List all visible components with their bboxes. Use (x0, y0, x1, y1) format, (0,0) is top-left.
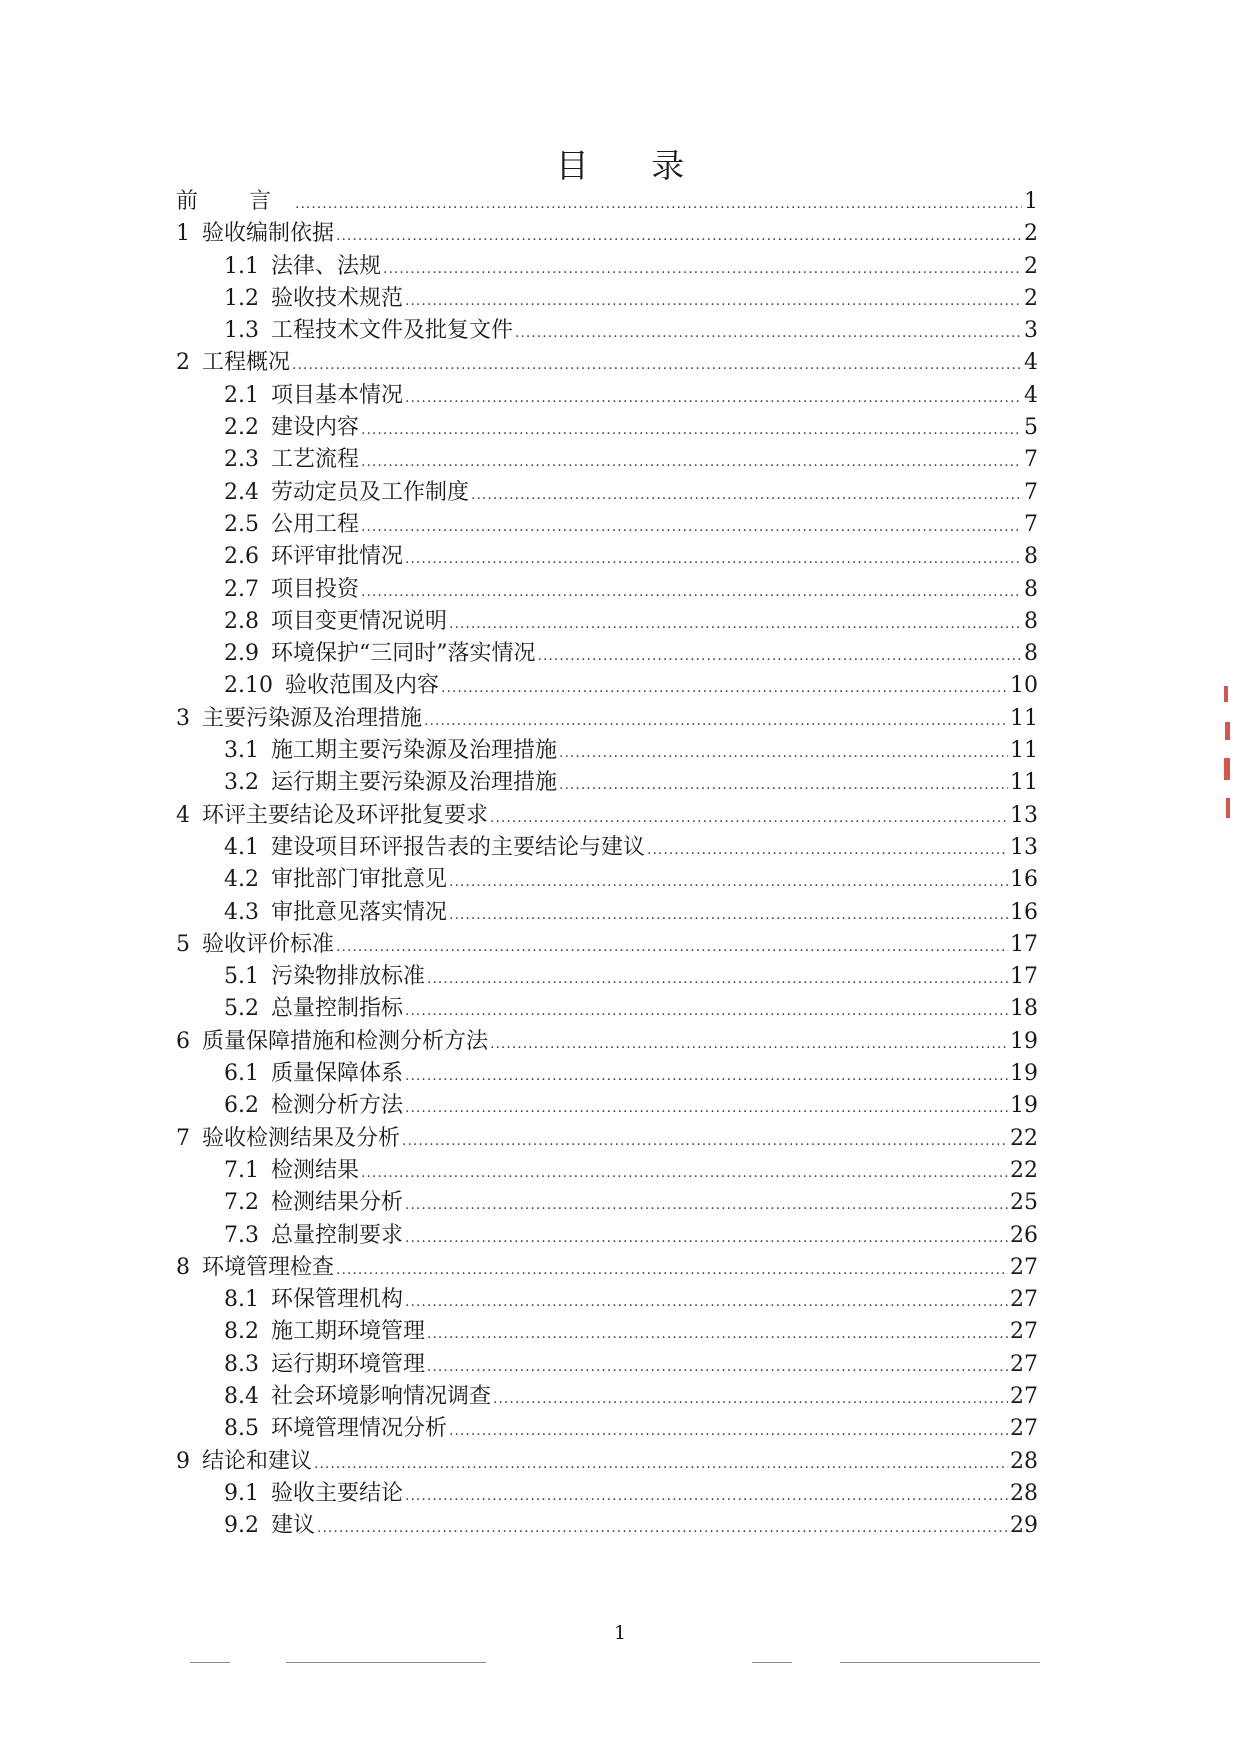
toc-entry-label: 建设项目环评报告表的主要结论与建议 (271, 834, 646, 860)
toc-entry-page: 26 (1010, 1222, 1038, 1248)
toc-entry-page: 27 (1010, 1383, 1038, 1409)
toc-entry-page: 16 (1010, 899, 1038, 925)
toc-leader-dots (427, 1351, 1008, 1383)
toc-entry[interactable] (176, 929, 1038, 961)
toc-entry-label: 结论和建议 (202, 1448, 313, 1474)
toc-entry-page: 28 (1010, 1448, 1038, 1474)
toc-entry-label: 施工期主要污染源及治理措施 (271, 738, 558, 764)
toc-entry-number: 9.1 (224, 1480, 259, 1506)
toc-entry-number: 5.2 (224, 996, 259, 1022)
toc-leader-dots (449, 1415, 1008, 1447)
toc-entry[interactable] (176, 961, 1038, 993)
toc-entry-page: 7 (1024, 447, 1038, 473)
toc-entry-number: 8.2 (224, 1319, 259, 1345)
toc-leader-dots (405, 1060, 1008, 1092)
toc-entry-number: 5.1 (224, 964, 259, 990)
toc-entry-page: 4 (1024, 350, 1038, 376)
toc-entry-number: 8.3 (224, 1351, 259, 1377)
toc-entry[interactable] (176, 315, 1038, 347)
toc-entry-number: 8.1 (224, 1287, 259, 1313)
toc-entry[interactable] (176, 1510, 1038, 1542)
toc-entry-number: 1.3 (224, 318, 259, 344)
toc-entry-number: 6.2 (224, 1093, 259, 1119)
toc-entry-page: 7 (1024, 511, 1038, 537)
page-title: 目 录 (555, 146, 711, 185)
toc-entry[interactable] (176, 606, 1038, 638)
toc-entry[interactable] (176, 638, 1038, 670)
toc-entry-label: 总量控制指标 (271, 996, 404, 1022)
toc-entry-label: 建议 (271, 1513, 316, 1539)
toc-entry-page: 22 (1010, 1157, 1038, 1183)
toc-entry-label: 主要污染源及治理措施 (202, 705, 423, 731)
toc-entry[interactable] (176, 1123, 1038, 1155)
toc-entry-label: 验收主要结论 (271, 1480, 404, 1506)
toc-entry-page: 19 (1010, 1061, 1038, 1087)
toc-entry-number: 1 (176, 221, 190, 247)
toc-entry-label: 质量保障体系 (271, 1061, 404, 1087)
toc-entry-number: 9.2 (224, 1513, 259, 1539)
toc-leader-dots (647, 834, 1008, 866)
toc-entry-label: 验收编制依据 (202, 221, 335, 247)
toc-entry[interactable] (176, 864, 1038, 896)
toc-leader-dots (336, 1254, 1008, 1286)
toc-leader-dots (361, 414, 1022, 446)
toc-entry[interactable] (176, 1349, 1038, 1381)
toc-entry[interactable] (176, 186, 1038, 218)
toc-leader-dots (405, 1480, 1008, 1512)
toc-entry-number: 5 (176, 931, 190, 957)
toc-entry-label: 施工期环境管理 (271, 1319, 426, 1345)
toc-leader-dots (361, 446, 1022, 478)
toc-entry-page: 19 (1010, 1028, 1038, 1054)
toc-entry-page: 17 (1010, 964, 1038, 990)
toc-entry-label: 验收范围及内容 (284, 673, 439, 699)
toc-leader-dots (405, 382, 1022, 414)
toc-entry-number: 3.2 (224, 770, 259, 796)
toc-entry-number: 4 (176, 802, 190, 828)
toc-entry[interactable] (176, 1220, 1038, 1252)
toc-leader-dots (427, 963, 1008, 995)
toc-leader-dots (292, 349, 1022, 381)
footer-rule (286, 1662, 486, 1663)
toc-entry-number: 2.7 (224, 576, 259, 602)
toc-entry-label: 检测分析方法 (271, 1093, 404, 1119)
toc-entry[interactable] (176, 1446, 1038, 1478)
toc-entry-label: 验收评价标准 (202, 931, 335, 957)
toc-entry[interactable] (176, 1090, 1038, 1122)
toc-entry-page: 11 (1010, 738, 1038, 764)
toc-entry-label: 检测结果分析 (271, 1190, 404, 1216)
toc-entry-label: 环境管理检查 (202, 1254, 335, 1280)
red-seal-edge (1222, 686, 1232, 826)
toc-entry-label: 环境保护“三同时”落实情况 (271, 641, 536, 667)
toc-entry-number: 7.3 (224, 1222, 259, 1248)
footer-rule (752, 1662, 792, 1663)
toc-entry-number: 2.1 (224, 382, 259, 408)
toc-entry-label: 项目投资 (271, 576, 360, 602)
toc-entry-label: 运行期主要污染源及治理措施 (271, 770, 558, 796)
toc-entry-label: 审批部门审批意见 (271, 867, 448, 893)
toc-entry-page: 3 (1024, 318, 1038, 344)
toc-entry[interactable] (176, 1381, 1038, 1413)
toc-entry[interactable] (176, 509, 1038, 541)
toc-entry-label: 劳动定员及工作制度 (271, 479, 470, 505)
toc-entry[interactable] (176, 1155, 1038, 1187)
toc-entry[interactable] (176, 1413, 1038, 1445)
toc-entry-label: 项目基本情况 (271, 382, 404, 408)
toc-entry-page: 5 (1024, 415, 1038, 441)
toc-leader-dots (405, 1189, 1008, 1221)
toc-entry[interactable] (176, 251, 1038, 283)
toc-entry-number: 2.3 (224, 447, 259, 473)
toc-leader-dots (515, 317, 1022, 349)
toc-entry[interactable] (176, 283, 1038, 315)
toc-entry-page: 13 (1010, 834, 1038, 860)
toc-entry-page: 8 (1024, 608, 1038, 634)
toc-entry[interactable] (176, 1187, 1038, 1219)
toc-entry-page: 4 (1024, 382, 1038, 408)
toc-entry-label: 工程技术文件及批复文件 (271, 318, 514, 344)
toc-entry[interactable] (176, 767, 1038, 799)
toc-entry-page: 7 (1024, 479, 1038, 505)
toc-leader-dots (405, 543, 1022, 575)
toc-entry-label: 验收检测结果及分析 (202, 1125, 401, 1151)
toc-entry-label: 环评主要结论及环评批复要求 (202, 802, 489, 828)
toc-entry-number: 2.6 (224, 544, 259, 570)
toc-entry-page: 16 (1010, 867, 1038, 893)
toc-entry-number: 2.5 (224, 511, 259, 537)
toc-entry-page: 17 (1010, 931, 1038, 957)
toc-entry[interactable] (176, 735, 1038, 767)
toc-entry-number: 2 (176, 350, 190, 376)
toc-entry-number: 7.2 (224, 1190, 259, 1216)
toc-entry[interactable] (176, 1058, 1038, 1090)
toc-entry-number: 8.4 (224, 1383, 259, 1409)
table-of-contents (176, 186, 1038, 1542)
toc-entry-page: 8 (1024, 544, 1038, 570)
toc-entry[interactable] (176, 1478, 1038, 1510)
toc-leader-dots (405, 1092, 1008, 1124)
toc-entry[interactable] (176, 412, 1038, 444)
toc-entry-label: 工艺流程 (271, 447, 360, 473)
toc-entry[interactable] (176, 703, 1038, 735)
toc-entry-page: 1 (1024, 189, 1038, 214)
toc-entry[interactable] (176, 800, 1038, 832)
toc-entry[interactable] (176, 444, 1038, 476)
toc-leader-dots (361, 576, 1022, 608)
toc-entry-label: 总量控制要求 (271, 1222, 404, 1248)
toc-leader-dots (405, 1222, 1008, 1254)
toc-leader-dots (493, 1383, 1008, 1415)
toc-entry-label: 验收技术规范 (271, 285, 404, 311)
toc-leader-dots (317, 1512, 1008, 1544)
toc-entry-number: 4.3 (224, 899, 259, 925)
toc-entry-label: 法律、法规 (271, 253, 382, 279)
toc-entry-label: 审批意见落实情况 (271, 899, 448, 925)
toc-entry-number: 2.8 (224, 608, 259, 634)
toc-leader-dots (361, 511, 1022, 543)
toc-entry-label: 质量保障措施和检测分析方法 (202, 1028, 489, 1054)
toc-entry-page: 27 (1010, 1254, 1038, 1280)
toc-leader-dots (383, 253, 1022, 285)
toc-entry-label: 项目变更情况说明 (271, 608, 448, 634)
toc-entry[interactable] (176, 1316, 1038, 1348)
toc-entry-number: 3.1 (224, 738, 259, 764)
toc-entry[interactable] (176, 347, 1038, 379)
toc-leader-dots (490, 1028, 1008, 1060)
toc-entry-number: 1.1 (224, 253, 259, 279)
toc-entry-number: 4.1 (224, 834, 259, 860)
toc-entry-number: 7.1 (224, 1157, 259, 1183)
toc-entry-page: 22 (1010, 1125, 1038, 1151)
toc-entry[interactable] (176, 993, 1038, 1025)
toc-entry-number: 2.4 (224, 479, 259, 505)
page-number: 1 (613, 1622, 627, 1644)
toc-entry-label: 前 言 (176, 189, 293, 214)
toc-entry[interactable] (176, 574, 1038, 606)
toc-entry-page: 8 (1024, 641, 1038, 667)
toc-entry[interactable] (176, 1284, 1038, 1316)
toc-entry-label: 环评审批情况 (271, 544, 404, 570)
toc-leader-dots (559, 769, 1008, 801)
toc-entry-page: 19 (1010, 1093, 1038, 1119)
toc-leader-dots (405, 285, 1022, 317)
toc-entry-number: 2.10 (224, 673, 273, 699)
toc-entry-label: 检测结果 (271, 1157, 360, 1183)
toc-leader-dots (336, 220, 1022, 252)
toc-entry-label: 工程概况 (202, 350, 291, 376)
toc-entry-label: 环境管理情况分析 (271, 1416, 448, 1442)
toc-entry-number: 6.1 (224, 1061, 259, 1087)
toc-leader-dots (490, 802, 1008, 834)
footer-rule (840, 1662, 1040, 1663)
toc-leader-dots (449, 608, 1022, 640)
toc-entry[interactable] (176, 832, 1038, 864)
toc-entry[interactable] (176, 477, 1038, 509)
toc-entry-label: 建设内容 (271, 415, 360, 441)
toc-entry[interactable] (176, 541, 1038, 573)
toc-entry-number: 9 (176, 1448, 190, 1474)
toc-entry-number: 8.5 (224, 1416, 259, 1442)
toc-entry-number: 6 (176, 1028, 190, 1054)
toc-entry-label: 污染物排放标准 (271, 964, 426, 990)
toc-leader-dots (361, 1157, 1008, 1189)
toc-leader-dots (402, 1125, 1008, 1157)
toc-entry-number: 1.2 (224, 285, 259, 311)
toc-entry-page: 13 (1010, 802, 1038, 828)
toc-entry-page: 28 (1010, 1480, 1038, 1506)
toc-leader-dots (314, 1448, 1008, 1480)
toc-entry-number: 2.2 (224, 415, 259, 441)
toc-entry-label: 公用工程 (271, 511, 360, 537)
toc-leader-dots (538, 640, 1023, 672)
toc-leader-dots (336, 931, 1008, 963)
toc-leader-dots (405, 995, 1008, 1027)
toc-leader-dots (424, 705, 1008, 737)
toc-entry-page: 2 (1024, 221, 1038, 247)
toc-entry[interactable] (176, 1252, 1038, 1284)
toc-entry-page: 11 (1010, 770, 1038, 796)
toc-entry[interactable] (176, 380, 1038, 412)
toc-entry-label: 运行期环境管理 (271, 1351, 426, 1377)
toc-leader-dots (449, 866, 1008, 898)
toc-entry[interactable] (176, 897, 1038, 929)
toc-leader-dots (441, 672, 1008, 704)
toc-entry-page: 27 (1010, 1416, 1038, 1442)
toc-entry-page: 27 (1010, 1319, 1038, 1345)
toc-entry-number: 4.2 (224, 867, 259, 893)
toc-entry-page: 2 (1024, 253, 1038, 279)
toc-entry-page: 11 (1010, 705, 1038, 731)
toc-entry-page: 18 (1010, 996, 1038, 1022)
toc-entry[interactable] (176, 218, 1038, 250)
toc-entry-number: 2.9 (224, 641, 259, 667)
toc-leader-dots (449, 899, 1008, 931)
toc-entry[interactable] (176, 1026, 1038, 1058)
toc-entry-label: 社会环境影响情况调查 (271, 1383, 492, 1409)
toc-entry-number: 3 (176, 705, 190, 731)
toc-entry-page: 29 (1010, 1513, 1038, 1539)
toc-leader-dots (559, 737, 1008, 769)
toc-entry-label: 环保管理机构 (271, 1287, 404, 1313)
toc-entry[interactable] (176, 670, 1038, 702)
toc-entry-page: 2 (1024, 285, 1038, 311)
toc-entry-page: 27 (1010, 1351, 1038, 1377)
toc-leader-dots (427, 1318, 1008, 1350)
toc-entry-page: 27 (1010, 1287, 1038, 1313)
toc-entry-number: 8 (176, 1254, 190, 1280)
toc-entry-page: 8 (1024, 576, 1038, 602)
toc-entry-page: 25 (1010, 1190, 1038, 1216)
toc-leader-dots (471, 479, 1022, 511)
toc-entry-page: 10 (1010, 673, 1038, 699)
footer-rule (190, 1662, 230, 1663)
toc-leader-dots (295, 188, 1022, 220)
toc-leader-dots (405, 1286, 1008, 1318)
toc-entry-number: 7 (176, 1125, 190, 1151)
